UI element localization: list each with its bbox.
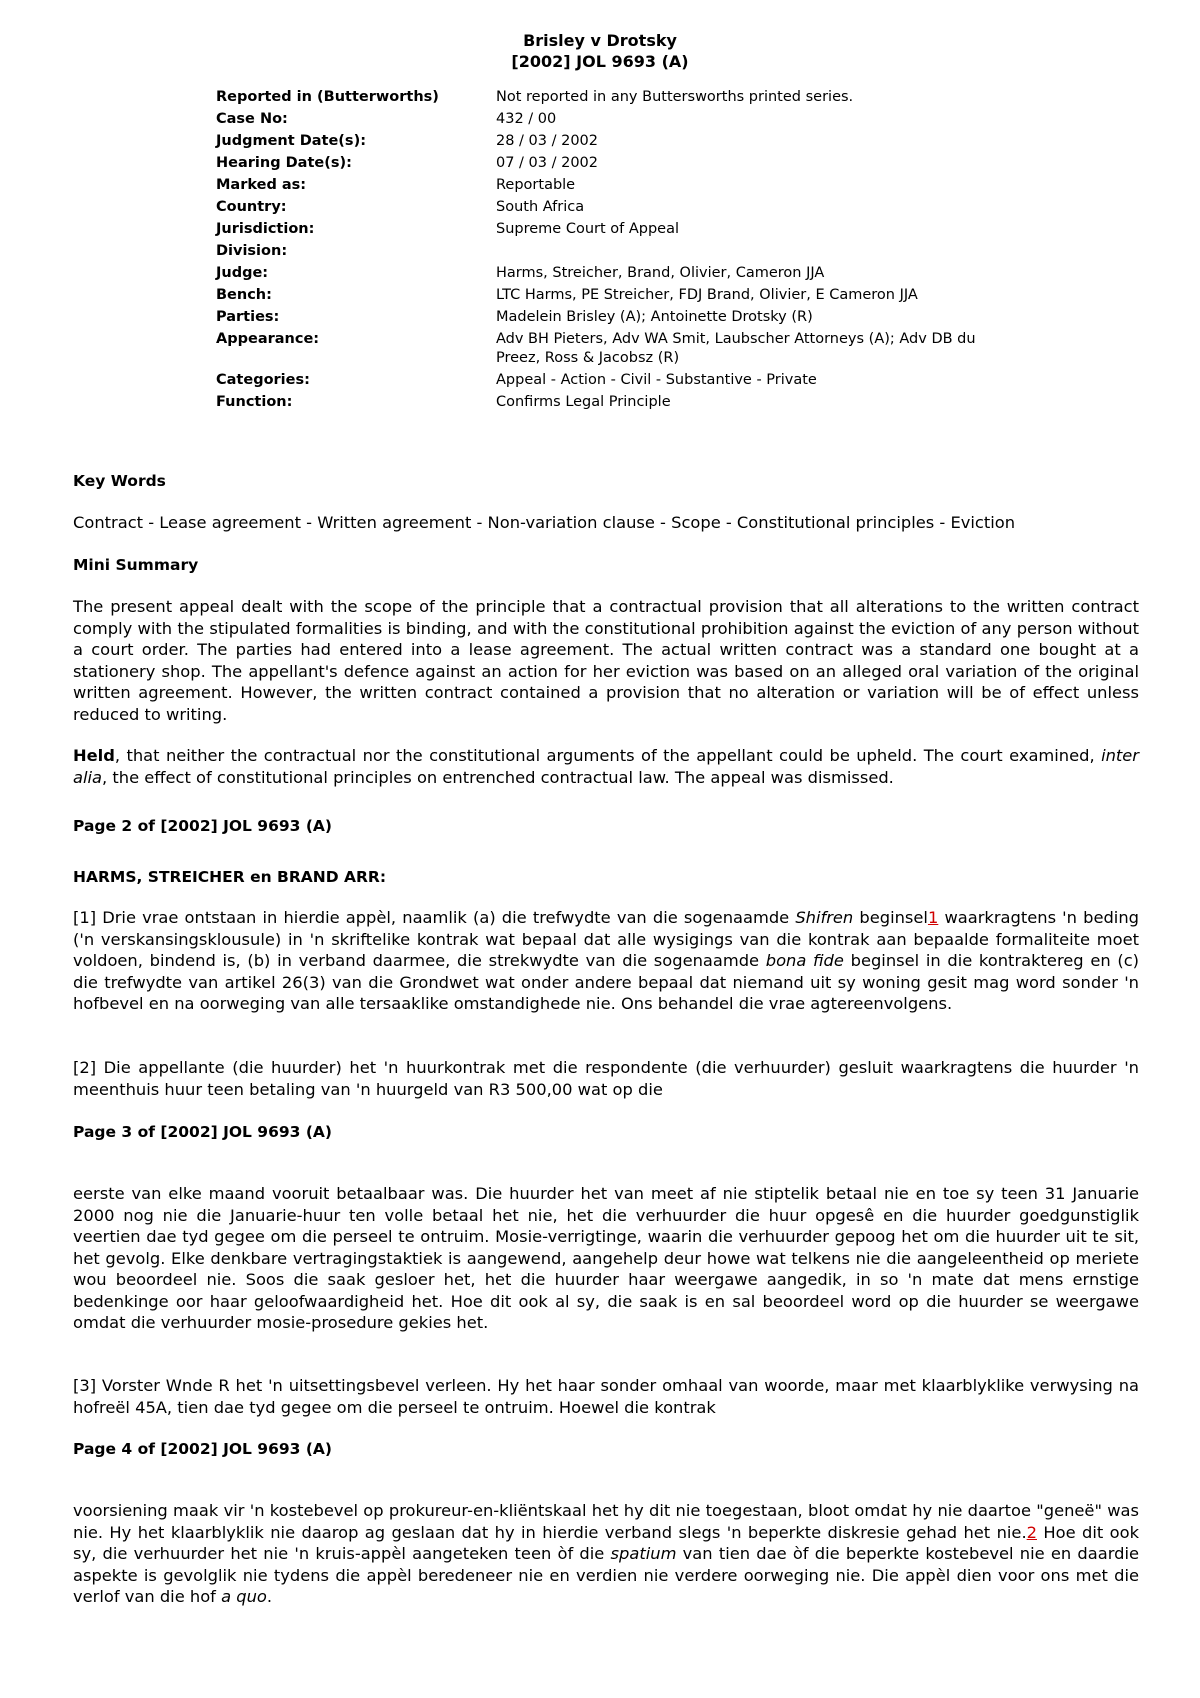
metadata-label: Bench: <box>216 287 272 303</box>
metadata-row <box>216 88 996 110</box>
case-metadata-table <box>216 88 996 415</box>
metadata-row <box>216 176 996 198</box>
case-header <box>0 30 1200 72</box>
metadata-value: Supreme Court of Appeal <box>496 221 680 237</box>
held-label: Held <box>73 746 115 765</box>
metadata-row <box>216 330 996 371</box>
metadata-label: Parties: <box>216 309 280 325</box>
page-4-marker: Page 4 of [2002] JOL 9693 (A) <box>73 1440 332 1458</box>
metadata-row <box>216 286 996 308</box>
key-words-text: Contract - Lease agreement - Written agreement - Non-variation clause - Scope - Constitutional principles - Eviction <box>73 513 1016 532</box>
metadata-row <box>216 371 996 393</box>
metadata-value <box>496 242 996 264</box>
footnote-link-1[interactable]: 1 <box>927 908 939 927</box>
key-words-heading: Key Words <box>73 472 166 490</box>
paragraph-page3-continued: eerste van elke maand vooruit betaalbaar was. Die huurder het van meet af nie stiptelik betaal nie en toe sy teen 31 Januarie 2000 nog nie die Januarie-huur ten volle betaal het nie, het die verhuurder die huur opgesê en die huurder goedgunstiglik veertien dae tyd gegee om die perseel te ontruim. Mosie-verrigtinge, waarin die verhuurder gepoog het om die huurder uit te sit, het gevolg. Elke denkbare vertragingstaktiek is aangewend, aangehelp deur howe wat telkens nie die aangeleentheid op meriete wou beoordeel nie. Soos die saak gesloer het, het die huurder haar weergawe aangedik, in so 'n mate dat mens ernstige bedenkinge oor haar geloofwaardigheid het. Hoe dit ook al sy, die saak is en sal beoordeel word op die huurder se weergawe omdat die verhuurder mosie-prosedure gekies het. <box>73 1184 1139 1332</box>
metadata-label: Hearing Date(s): <box>216 155 352 171</box>
metadata-value: Harms, Streicher, Brand, Olivier, Cameron JJA <box>496 265 825 281</box>
metadata-row <box>216 220 996 242</box>
metadata-value: Madelein Brisley (A); Antoinette Drotsky (R) <box>496 309 813 325</box>
metadata-label: Function: <box>216 394 293 410</box>
metadata-value: Appeal - Action - Civil - Substantive - Private <box>496 372 817 388</box>
metadata-label: Marked as: <box>216 177 307 193</box>
metadata-value: LTC Harms, PE Streicher, FDJ Brand, Olivier, E Cameron JJA <box>496 287 918 303</box>
metadata-label: Judgment Date(s): <box>216 133 366 149</box>
footnote-link-2[interactable]: 2 <box>1026 1522 1037 1542</box>
metadata-row <box>216 308 996 330</box>
metadata-value: Adv BH Pieters, Adv WA Smit, Laubscher Attorneys (A); Adv DB du Preez, Ross & Jacobsz (R) <box>496 331 976 366</box>
mini-summary-heading: Mini Summary <box>73 556 199 574</box>
metadata-label: Categories: <box>216 372 310 388</box>
metadata-value: Not reported in any Buttersworths printed series. <box>496 89 854 105</box>
metadata-label: Jurisdiction: <box>216 221 315 237</box>
held-paragraph: Held, that neither the contractual nor the constitutional arguments of the appellant could be upheld. The court examined, inter alia, the effect of constitutional principles on entrenched contractual law. The appeal was dismissed. <box>73 746 1139 787</box>
page-3-marker: Page 3 of [2002] JOL 9693 (A) <box>73 1123 332 1141</box>
metadata-row <box>216 110 996 132</box>
page-2-marker: Page 2 of [2002] JOL 9693 (A) <box>73 817 332 835</box>
paragraph-page4-continued: voorsiening maak vir 'n kostebevel op prokureur-en-kliëntskaal het hy dit nie toegestaan, bloot omdat hy nie daartoe "geneë" was nie. Hy het klaarblyklik nie daarop ag geslaan dat hy in hierdie verband slegs 'n beperkte diskresie gehad het nie.2 Hoe dit ook sy, die verhuurder het nie 'n kruis-appèl aangeteken teen òf die spatium van tien dae òf die beperkte kostebevel nie en daardie aspekte is gevolglik nie tydens die appèl beredeneer nie en verdien nie verdere oorweging nie. Die appèl dien voor ons met die verlof van die hof a quo. <box>73 1501 1139 1606</box>
metadata-label: Reported in (Butterworths) <box>216 89 439 105</box>
paragraph-1: [1] Drie vrae ontstaan in hierdie appèl, naamlik (a) die trefwydte van die sogenaamde Shifren beginsel1 waarkragtens 'n beding ('n verskansingsklousule) in 'n skriftelike kontrak wat bepaal dat alle wysigings van die kontrak aan bepaalde formaliteite moet voldoen, bindend is, (b) in verband daarmee, die strekwydte van die sogenaamde bona fide beginsel in die kontraktereg en (c) die trefwydte van artikel 26(3) van die Grondwet wat onder andere bepaal dat niemand uit sy woning gesit mag word sonder 'n hofbevel en na oorweging van alle tersaaklike omstandighede nie. Ons behandel die vrae agtereenvolgens. <box>73 908 1139 1013</box>
metadata-row <box>216 264 996 286</box>
metadata-row <box>216 198 996 220</box>
metadata-label: Appearance: <box>216 331 320 347</box>
metadata-row <box>216 393 996 415</box>
paragraph-2: [2] Die appellante (die huurder) het 'n huurkontrak met die respondente (die verhuurder) gesluit waarkragtens die huurder 'n meenthuis huur teen betaling van 'n huurgeld van R3 500,00 wat op die <box>73 1058 1139 1099</box>
metadata-value: South Africa <box>496 199 585 215</box>
metadata-label: Division: <box>216 243 288 259</box>
judges-heading: HARMS, STREICHER en BRAND ARR: <box>73 868 387 886</box>
metadata-value: Confirms Legal Principle <box>496 394 671 410</box>
case-title: Brisley v Drotsky <box>523 31 677 50</box>
metadata-row <box>216 242 996 264</box>
metadata-label: Judge: <box>216 265 269 281</box>
metadata-value: 28 / 03 / 2002 <box>496 133 599 149</box>
metadata-label: Case No: <box>216 111 288 127</box>
metadata-row <box>216 154 996 176</box>
metadata-label: Country: <box>216 199 287 215</box>
metadata-value: 07 / 03 / 2002 <box>496 155 599 171</box>
mini-summary-paragraph: The present appeal dealt with the scope of the principle that a contractual provision that all alterations to the written contract comply with the stipulated formalities is binding, and with the constitutional prohibition against the eviction of any person without a court order. The parties had entered into a lease agreement. The actual written contract was a standard one bought at a stationery shop. The appellant's defence against an action for her eviction was based on an alleged oral variation of the original written agreement. However, the written contract contained a provision that no alteration or variation will be of effect unless reduced to writing. <box>73 597 1139 724</box>
paragraph-3: [3] Vorster Wnde R het 'n uitsettingsbevel verleen. Hy het haar sonder omhaal van woorde, maar met klaarblyklike verwysing na hofreël 45A, tien dae tyd gegee om die perseel te ontruim. Hoewel die kontrak <box>73 1376 1139 1417</box>
metadata-value: Reportable <box>496 177 576 193</box>
metadata-value: 432 / 00 <box>496 111 557 127</box>
metadata-row <box>216 132 996 154</box>
case-citation: [2002] JOL 9693 (A) <box>511 52 689 71</box>
